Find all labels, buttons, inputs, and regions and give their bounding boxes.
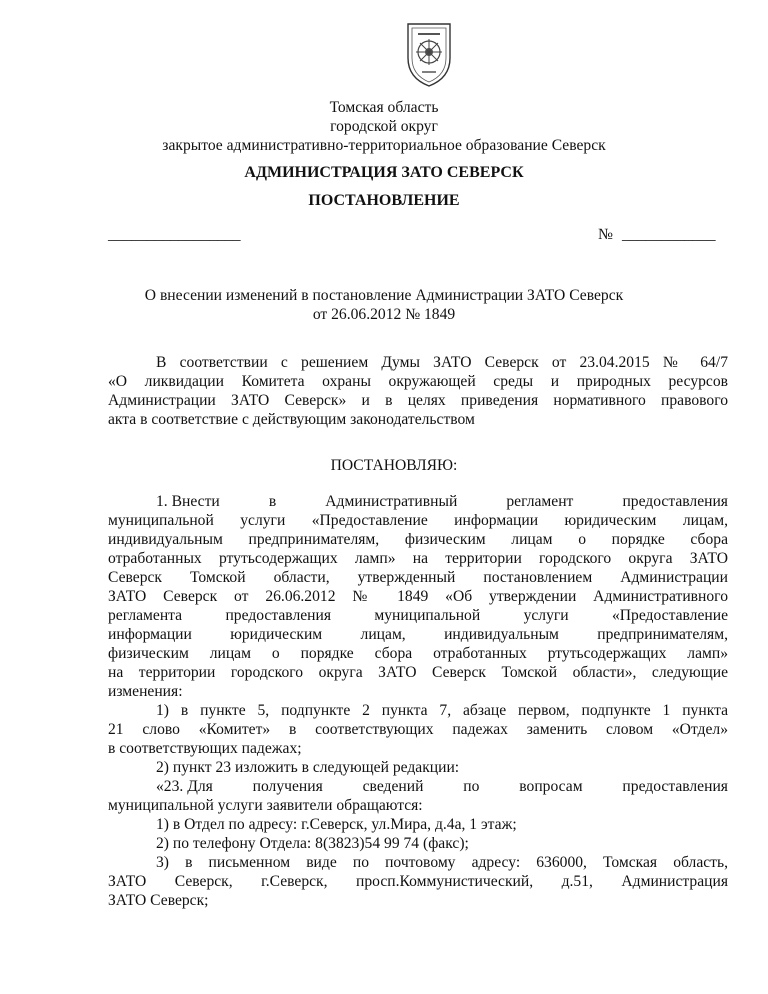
- number-field: ____________: [622, 226, 716, 243]
- date-field: _________________: [108, 226, 241, 243]
- district-line: городской округ: [330, 118, 438, 135]
- subitem-2: 2) пункт 23 изложить в следующей редакции:: [156, 759, 460, 776]
- subitem-1: 1) в пункте 5, подпункте 2 пункта 7, абзаце первом, подпункте 1 пункта 21 слово «Комитет» в соответствующих падежах заменить словом «Отдел» в соответствующих падежах;: [108, 702, 728, 757]
- subject-line-2: от 26.06.2012 № 1849: [312, 306, 456, 323]
- contact-phone: 2) по телефону Отдела: 8(3823)54 99 74 (факс);: [156, 835, 469, 852]
- coat-of-arms-icon: [398, 18, 460, 90]
- org-title: АДМИНИСТРАЦИЯ ЗАТО СЕВЕРСК: [244, 164, 524, 181]
- doc-type-title: ПОСТАНОВЛЕНИЕ: [308, 192, 460, 209]
- number-label: №: [598, 226, 613, 243]
- contact-mail: 3) в письменном виде по почтовому адресу: 636000, Томская область, ЗАТО Северск, г.Северск, просп.Коммунистический, д.51, Администрация ЗАТО Северск;: [108, 854, 728, 909]
- subject-line-1: О внесении изменений в постановление Администрации ЗАТО Северск: [144, 287, 624, 304]
- resolve-heading: ПОСТАНОВЛЯЮ:: [330, 457, 458, 474]
- preamble: В соответствии с решением Думы ЗАТО Северск от 23.04.2015 № 64/7 «О ликвидации Комитета охраны окружающей среды и природных ресурсов Администрации ЗАТО Северск» и в целях приведения нормативного правового акта в соответствие с действующим законодательством: [108, 354, 728, 428]
- region-line: Томская область: [329, 99, 439, 116]
- item-1: 1. Внести в Административный регламент предоставления муниципальной услуги «Предоставление информации юридическим лицам, индивидуальным предпринимателям, физическим лицам о порядке сбора отработанных ртутьсодержащих ламп» на территории городского округа ЗАТО Северск Томской области, утвержденный постановлением Администрации ЗАТО Северск от 26.06.2012 № 1849 «Об утверждении Административного регламента предоставления муниципальной услуги «Предоставление информации юридическим лицам, индивидуальным предпринимателям, физическим лицам о порядке сбора отработанных ртутьсодержащих ламп» на территории городского округа ЗАТО Северск Томской области», следующие изменения:: [108, 493, 728, 700]
- entity-line: закрытое административно-территориальное образование Северск: [162, 137, 606, 154]
- contact-office: 1) в Отдел по адресу: г.Северск, ул.Мира, д.4а, 1 этаж;: [156, 816, 517, 833]
- point-23: «23. Для получения сведений по вопросам предоставления муниципальной услуги заявители обращаются:: [108, 778, 728, 814]
